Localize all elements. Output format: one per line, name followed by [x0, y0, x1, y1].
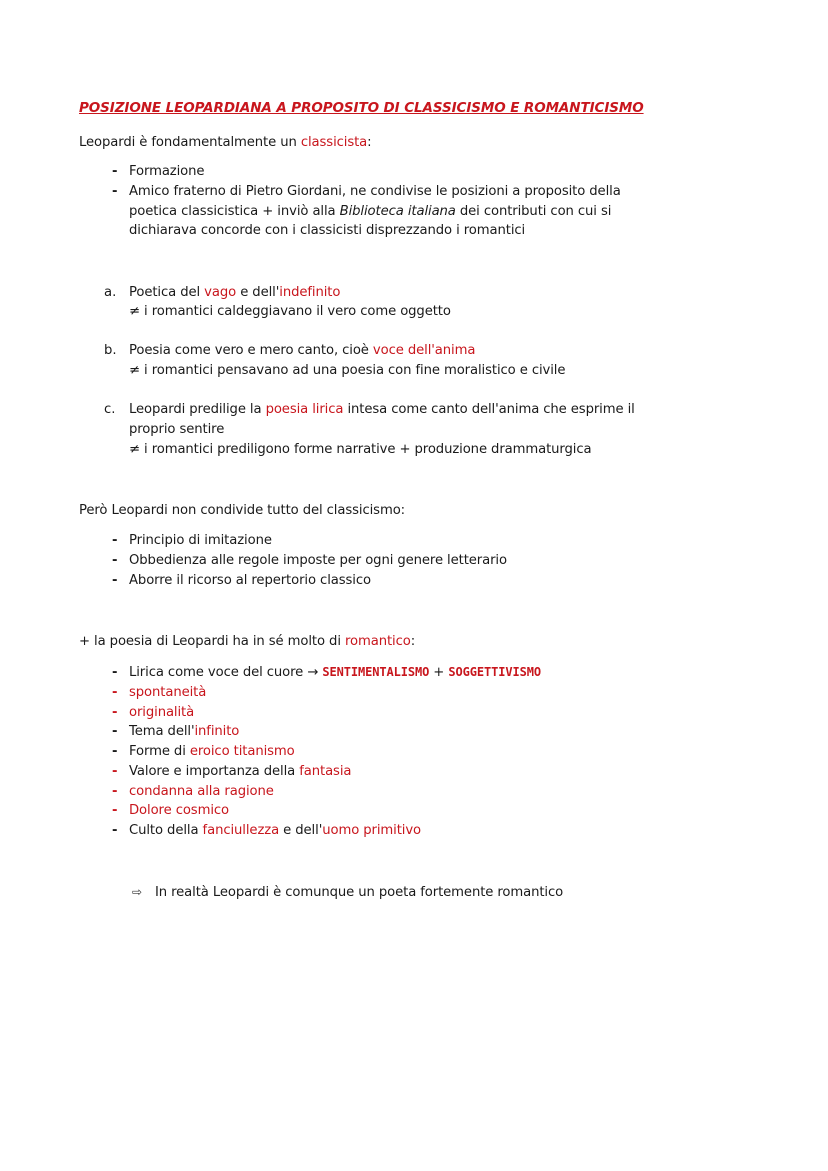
page-title: POSIZIONE LEOPARDIANA A PROPOSITO DI CLASSICISMO E ROMANTICISMO: [79, 100, 644, 116]
text-fragment: poetica classicistica + inviò alla: [129, 204, 340, 219]
highlight: poesia lirica: [265, 402, 344, 417]
bullet: -: [112, 803, 118, 818]
text-fragment: +: [429, 665, 449, 680]
section3-item-ragione: condanna alla ragione: [129, 784, 274, 799]
text-fragment: Tema dell': [129, 724, 195, 739]
point-a-note: ≠ i romantici caldeggiavano il vero come oggetto: [129, 304, 451, 319]
highlight: fantasia: [299, 764, 352, 779]
point-c-line2: proprio sentire: [129, 422, 225, 437]
highlight: eroico titanismo: [189, 744, 295, 759]
highlight: uomo primitivo: [322, 823, 422, 838]
text-fragment: :: [410, 634, 416, 649]
point-letter-a: a.: [104, 285, 117, 300]
bullet: -: [112, 184, 118, 199]
bullet: -: [112, 823, 118, 838]
list-item-formazione: Formazione: [129, 164, 205, 179]
section3-item-titanismo: [129, 742, 295, 761]
highlight: infinito: [194, 724, 240, 739]
highlight: SOGGETTIVISMO: [448, 665, 541, 679]
intro-line: [79, 133, 372, 152]
bullet: -: [112, 744, 118, 759]
bullet: -: [112, 764, 118, 779]
section3-item-infinito: [129, 722, 239, 741]
italic-title: Biblioteca italiana: [339, 204, 456, 219]
highlight: fanciullezza: [202, 823, 280, 838]
text-fragment: intesa come canto dell'anima che esprime il: [343, 402, 635, 417]
point-letter-b: b.: [104, 343, 117, 358]
text-fragment: + la poesia di Leopardi ha in sé molto di: [79, 634, 345, 649]
list-item-giordani-line3: dichiarava concorde con i classicisti disprezzando i romantici: [129, 223, 526, 238]
bullet: -: [112, 724, 118, 739]
text-fragment: e dell': [279, 823, 323, 838]
bullet: -: [112, 665, 118, 680]
section2-item: Obbedienza alle regole imposte per ogni genere letterario: [129, 553, 507, 568]
bullet: -: [112, 533, 118, 548]
text-fragment: dei contributi con cui si: [455, 204, 612, 219]
highlight: romantico: [345, 634, 411, 649]
section3-item-lirica: [129, 663, 541, 682]
bullet: -: [112, 685, 118, 700]
section3-item-spontaneita: spontaneità: [129, 685, 207, 700]
list-item-giordani-line1: Amico fraterno di Pietro Giordani, ne condivise le posizioni a proposito della: [129, 184, 621, 199]
bullet: -: [112, 164, 118, 179]
section3-heading: [79, 632, 415, 651]
intro-text: Leopardi è fondamentalmente un: [79, 135, 301, 150]
point-c-note: ≠ i romantici prediligono forme narrative + produzione drammaturgica: [129, 442, 592, 457]
highlight: SENTIMENTALISMO: [322, 665, 430, 679]
bullet: -: [112, 553, 118, 568]
point-b-line: [129, 341, 475, 360]
section3-item-fanciullezza: [129, 821, 421, 840]
section3-item-fantasia: [129, 762, 351, 781]
list-item-giordani-line2: [129, 202, 611, 221]
point-letter-c: c.: [104, 402, 116, 417]
section2-item: Aborre il ricorso al repertorio classico: [129, 573, 371, 588]
text-fragment: Poesia come vero e mero canto, cioè: [129, 343, 373, 358]
text-fragment: e dell': [236, 285, 280, 300]
point-b-note: ≠ i romantici pensavano ad una poesia con fine moralistico e civile: [129, 363, 566, 378]
point-c-line1: [129, 400, 635, 419]
highlight: vago: [204, 285, 237, 300]
highlight: voce dell'anima: [372, 343, 476, 358]
text-fragment: Lirica come voce del cuore →: [129, 665, 323, 680]
bullet: -: [112, 573, 118, 588]
intro-highlight: classicista: [300, 135, 368, 150]
arrow-right-icon: ⇨: [132, 885, 143, 899]
bullet: -: [112, 705, 118, 720]
section2-heading: Però Leopardi non condivide tutto del classicismo:: [79, 503, 406, 518]
text-fragment: Forme di: [129, 744, 190, 759]
highlight: indefinito: [279, 285, 341, 300]
text-fragment: Poetica del: [129, 285, 205, 300]
section3-item-dolore: Dolore cosmico: [129, 803, 230, 818]
section3-item-originalita: originalità: [129, 705, 195, 720]
intro-colon: :: [367, 135, 372, 150]
text-fragment: Valore e importanza della: [129, 764, 300, 779]
bullet: -: [112, 784, 118, 799]
conclusion-text: In realtà Leopardi è comunque un poeta fortemente romantico: [155, 885, 564, 900]
section2-item: Principio di imitazione: [129, 533, 272, 548]
text-fragment: Culto della: [129, 823, 203, 838]
point-a-line: [129, 283, 340, 302]
text-fragment: Leopardi predilige la: [129, 402, 266, 417]
